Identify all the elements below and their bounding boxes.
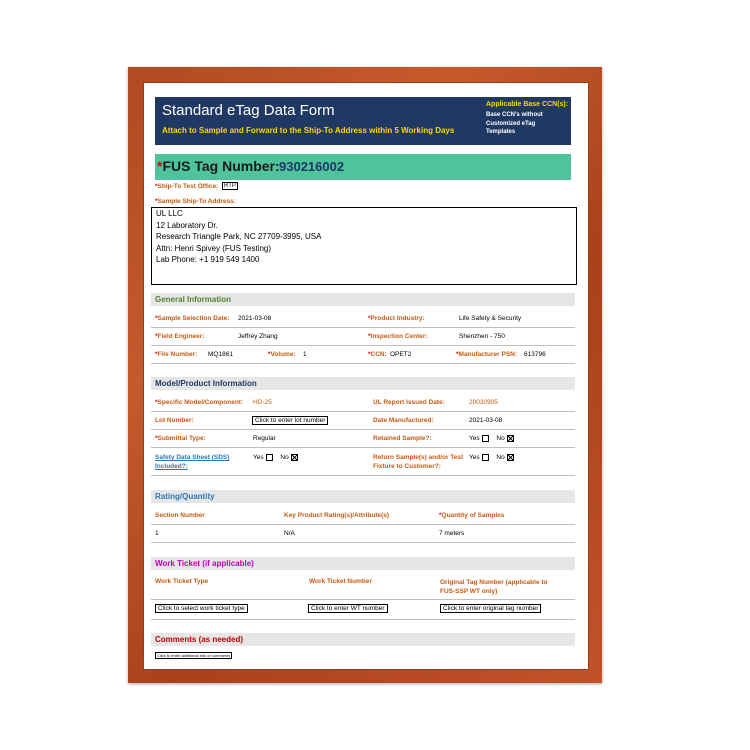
sds-yes-checkbox[interactable] (266, 454, 273, 461)
specific-model-label: *Specific Model/Component: (155, 399, 244, 406)
general-info-title: General Information (155, 295, 232, 304)
return-sample-label: Return Sample(s) and/or Test Fixture to Customer?: (373, 454, 464, 470)
fus-tag-label: *FUS Tag Number: (157, 158, 280, 174)
field-engineer-label: *Field Engineer: (155, 333, 205, 340)
inspection-center-value: Shenzhen - 750 (459, 333, 505, 340)
field-engineer-value: Jeffrey Zhang (238, 333, 278, 340)
wt-col-number: Work Ticket Number (309, 578, 372, 585)
ship-to-office-label: *Ship-To Test Office: (155, 183, 219, 190)
ccn-label: *CCN: (368, 351, 387, 358)
row-divider (151, 524, 575, 525)
return-yes-label: Yes (469, 454, 480, 462)
row-divider (151, 475, 575, 476)
retained-no-label: No (496, 435, 505, 443)
comments-field[interactable]: Click to enter additional info or comments (157, 653, 231, 658)
ship-to-address-label: *Sample Ship-To Address: (155, 198, 236, 205)
work-ticket-title: Work Ticket (if applicable) (155, 559, 254, 568)
submittal-type-label: *Submittal Type: (155, 435, 206, 442)
form-subtitle: Attach to Sample and Forward to the Ship-To Address within 5 Working Days (162, 126, 455, 135)
file-number-label: *File Number: (155, 351, 198, 358)
row-divider (151, 363, 575, 364)
address-line: 12 Laboratory Dr. (156, 221, 218, 230)
sds-no-checkbox[interactable] (291, 454, 298, 461)
inspection-center-label: *Inspection Center: (368, 333, 428, 340)
rating-cell: 1 (155, 530, 159, 537)
sds-label[interactable]: Safety Data Sheet (SDS) Included?: (155, 454, 230, 470)
sample-selection-date-label: *Sample Selection Date: (155, 315, 230, 322)
return-no-label: No (496, 454, 505, 462)
row-divider (151, 599, 575, 600)
row-divider (151, 447, 575, 448)
work-ticket-number-field[interactable]: Click to enter WT number (308, 604, 388, 613)
comments-title: Comments (as needed) (155, 635, 244, 644)
ccn-value: OPET2 (390, 351, 412, 358)
retained-sample-label: Retained Sample?: (373, 435, 432, 442)
rating-cell: 7 meters (439, 530, 465, 537)
sample-selection-date-value: 2021-03-08 (238, 315, 272, 322)
date-manufactured-value: 2021-03-08 (469, 417, 503, 424)
row-divider (151, 411, 575, 412)
lot-number-field[interactable]: Click to enter lot number (252, 416, 328, 425)
retained-yes-checkbox[interactable] (482, 435, 489, 442)
manufacturer-psn-label: *Manufacturer PSN: (456, 351, 518, 358)
address-line: UL LLC (156, 209, 183, 218)
lot-number-label: Lot Number: (155, 417, 194, 424)
rating-title: Rating/Quantity (155, 492, 215, 501)
ul-report-date-value: 20030905 (469, 399, 498, 406)
ccn-text: Base CCN's without Customized eTag Templates (486, 112, 543, 135)
original-tag-number-field[interactable]: Click to enter original tag number (440, 604, 541, 613)
address-line: Research Triangle Park, NC 27709-3995, USA (156, 232, 322, 241)
retained-sample-options (469, 435, 514, 442)
rating-col-rating: Key Product Rating(s)/Attribute(s) (284, 512, 390, 519)
work-ticket-type-field[interactable]: Click to select work ticket type (155, 604, 248, 613)
ship-to-office-field[interactable]: RTP (224, 183, 236, 189)
row-divider (151, 542, 575, 543)
model-info-title: Model/Product Information (155, 379, 257, 388)
sds-no-label: No (280, 454, 289, 462)
form-title: Standard eTag Data Form (162, 102, 335, 119)
specific-model-value: HD-25 (253, 399, 272, 406)
date-manufactured-label: Date Manufactured: (373, 417, 434, 424)
product-industry-label: *Product Industry: (368, 315, 425, 322)
volume-label: *Volume: (268, 351, 296, 358)
row-divider (151, 327, 575, 328)
rating-col-section: Section Number (155, 512, 205, 519)
row-divider (151, 619, 575, 620)
file-number-value: MQ1861 (208, 351, 233, 358)
row-divider (151, 345, 575, 346)
wt-col-type: Work Ticket Type (155, 578, 209, 585)
sds-yes-label: Yes (253, 454, 264, 462)
row-divider (151, 429, 575, 430)
manufacturer-psn-value: 613796 (524, 351, 546, 358)
ccn-heading: Applicable Base CCN(s): (486, 101, 569, 108)
product-industry-value: Life Safety & Security (459, 315, 522, 322)
address-line: Attn: Henri Spivey (FUS Testing) (156, 244, 272, 253)
submittal-type-value: Regular (253, 435, 276, 442)
return-sample-options (469, 454, 514, 461)
retained-no-checkbox[interactable] (507, 435, 514, 442)
rating-cell: N/A (284, 530, 295, 537)
volume-value: 1 (303, 351, 307, 358)
wt-col-original-tag: Original Tag Number (applicable to FUS-SSP WT only) (440, 579, 548, 595)
ul-report-date-label: UL Report Issued Date: (373, 399, 445, 406)
sds-options (253, 454, 298, 461)
return-yes-checkbox[interactable] (482, 454, 489, 461)
rating-col-quantity: *Quantity of Samples (439, 512, 505, 519)
address-line: Lab Phone: +1 919 549 1400 (156, 255, 260, 264)
retained-yes-label: Yes (469, 435, 480, 443)
fus-tag-number: 930216002 (279, 159, 345, 174)
return-no-checkbox[interactable] (507, 454, 514, 461)
